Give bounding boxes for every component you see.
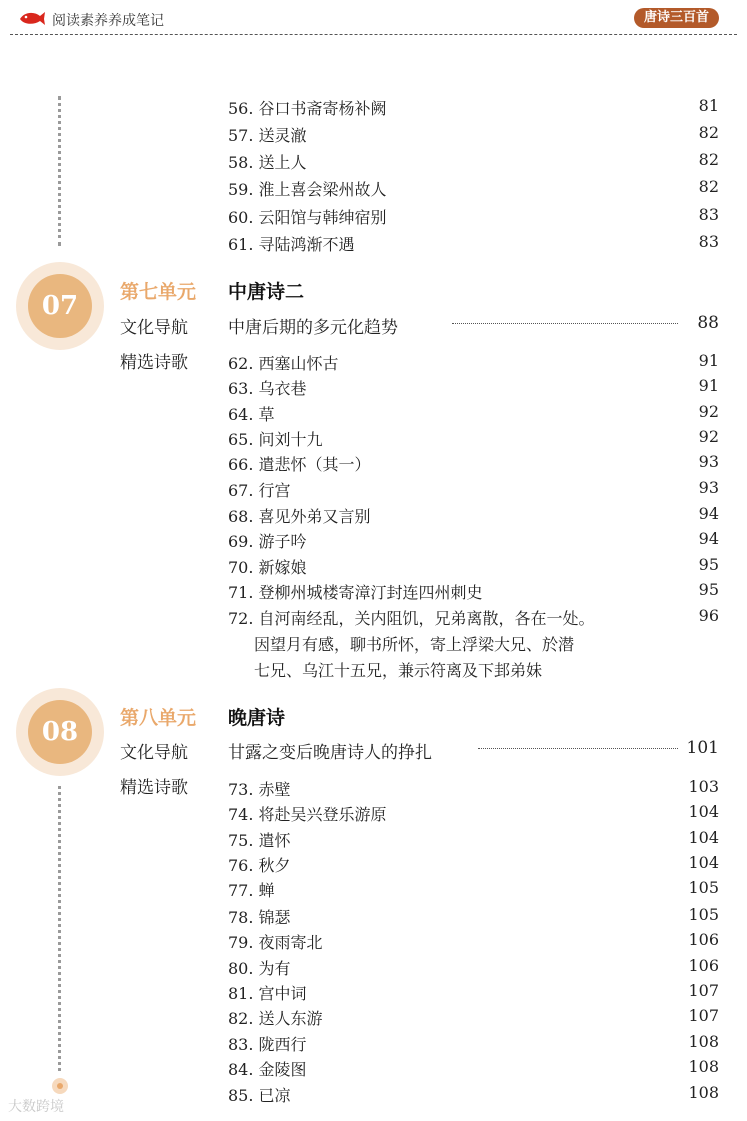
entry-title: 65. 问刘十九 xyxy=(228,430,323,449)
entry-title-continuation: 因望月有感，聊书所怀，寄上浮梁大兄、於潜 xyxy=(254,635,575,654)
leader-dots xyxy=(452,323,678,324)
entry-page: 92 xyxy=(698,427,719,446)
entry-page: 83 xyxy=(698,205,719,224)
nav-label: 文化导航 xyxy=(120,743,188,763)
entry-title: 61. 寻陆鸿渐不遇 xyxy=(228,235,355,254)
entry-page: 106 xyxy=(688,956,719,975)
entry-page: 83 xyxy=(698,232,719,251)
header-divider xyxy=(10,34,737,35)
entry-page: 105 xyxy=(688,878,719,897)
list-item[interactable] xyxy=(228,853,719,879)
list-item[interactable] xyxy=(228,96,719,122)
nav-entry-page: 101 xyxy=(686,738,719,758)
nav-label: 文化导航 xyxy=(120,318,188,338)
header-title: 阅读素养养成笔记 xyxy=(52,13,164,29)
entry-title: 70. 新嫁娘 xyxy=(228,558,307,577)
entry-title: 78. 锦瑟 xyxy=(228,908,291,927)
entry-title: 67. 行宫 xyxy=(228,481,291,500)
entry-title: 64. 草 xyxy=(228,405,275,424)
entry-page: 82 xyxy=(698,123,719,142)
entry-title: 57. 送灵澈 xyxy=(228,126,307,145)
entry-title: 74. 将赴吴兴登乐游原 xyxy=(228,805,387,824)
entry-page: 95 xyxy=(698,555,719,574)
list-item[interactable] xyxy=(228,905,719,931)
list-item[interactable] xyxy=(228,555,719,581)
list-item[interactable] xyxy=(228,1032,719,1058)
list-item[interactable] xyxy=(228,777,719,803)
entry-title: 84. 金陵图 xyxy=(228,1060,307,1079)
entry-title: 81. 宫中词 xyxy=(228,984,307,1003)
entry-title: 69. 游子吟 xyxy=(228,532,307,551)
entry-page: 94 xyxy=(698,504,719,523)
list-item[interactable] xyxy=(228,606,719,632)
page-header xyxy=(0,0,747,36)
list-item[interactable] xyxy=(228,956,719,982)
entry-page: 93 xyxy=(698,478,719,497)
list-item[interactable] xyxy=(228,529,719,555)
unit-number-badge xyxy=(16,688,104,776)
list-item[interactable] xyxy=(228,402,719,428)
entry-title: 59. 淮上喜会梁州故人 xyxy=(228,180,387,199)
list-item[interactable] xyxy=(228,150,719,176)
entry-title: 79. 夜雨寄北 xyxy=(228,933,323,952)
nav-entry-title[interactable]: 甘露之变后晚唐诗人的挣扎 xyxy=(228,743,432,763)
entry-page: 92 xyxy=(698,402,719,421)
list-item[interactable] xyxy=(228,177,719,203)
list-item[interactable] xyxy=(228,580,719,606)
entry-title: 83. 陇西行 xyxy=(228,1035,307,1054)
nav-entry-title[interactable]: 中唐后期的多元化趋势 xyxy=(228,318,398,338)
list-item[interactable] xyxy=(228,981,719,1007)
entry-page: 103 xyxy=(688,777,719,796)
entry-page: 106 xyxy=(688,930,719,949)
entry-page: 93 xyxy=(698,452,719,471)
watermark: 大数跨境 xyxy=(8,1099,64,1115)
list-item[interactable] xyxy=(228,1057,719,1083)
list-item[interactable] xyxy=(228,1006,719,1032)
red-fish-icon xyxy=(18,10,46,26)
entry-title: 66. 遣悲怀（其一） xyxy=(228,455,371,474)
list-item[interactable] xyxy=(228,478,719,504)
entry-title: 58. 送上人 xyxy=(228,153,307,172)
entry-page: 108 xyxy=(688,1032,719,1051)
unit-label: 第七单元 xyxy=(120,281,197,303)
unit-number-badge xyxy=(16,262,104,350)
list-item[interactable] xyxy=(228,878,719,904)
list-item[interactable] xyxy=(228,232,719,258)
entry-page: 108 xyxy=(688,1057,719,1076)
entry-title-continuation: 七兄、乌江十五兄，兼示符离及下邽弟妹 xyxy=(254,661,543,680)
timeline-dots-bottom xyxy=(58,786,61,1071)
entry-title: 68. 喜见外弟又言别 xyxy=(228,507,371,526)
entry-page: 108 xyxy=(688,1083,719,1102)
entry-title: 80. 为有 xyxy=(228,959,291,978)
nav-entry-page: 88 xyxy=(697,313,719,333)
entry-title: 75. 遣怀 xyxy=(228,831,291,850)
entry-page: 104 xyxy=(688,828,719,847)
unit-number: 08 xyxy=(28,700,92,764)
entry-title: 71. 登柳州城楼寄漳汀封连四州刺史 xyxy=(228,583,483,602)
entry-page: 96 xyxy=(698,606,719,625)
list-item[interactable] xyxy=(228,802,719,828)
unit-title[interactable]: 晚唐诗 xyxy=(228,707,286,729)
book-title-badge: 唐诗三百首 xyxy=(634,8,719,28)
entry-title: 62. 西塞山怀古 xyxy=(228,354,339,373)
unit-number: 07 xyxy=(28,274,92,338)
entry-page: 107 xyxy=(688,981,719,1000)
entry-title: 72. 自河南经乱，关内阻饥，兄弟离散，各在一处。 xyxy=(228,609,595,628)
list-item[interactable] xyxy=(228,452,719,478)
entry-title: 63. 乌衣巷 xyxy=(228,379,307,398)
entry-title: 76. 秋夕 xyxy=(228,856,291,875)
entry-page: 104 xyxy=(688,802,719,821)
entry-page: 91 xyxy=(698,376,719,395)
list-item[interactable] xyxy=(228,930,719,956)
entry-title: 82. 送人东游 xyxy=(228,1009,323,1028)
entry-page: 105 xyxy=(688,905,719,924)
list-item[interactable] xyxy=(228,504,719,530)
entry-title: 77. 蝉 xyxy=(228,881,275,900)
list-item[interactable] xyxy=(228,351,719,377)
poems-label: 精选诗歌 xyxy=(120,778,188,798)
entry-title: 56. 谷口书斋寄杨补阙 xyxy=(228,99,387,118)
entry-title: 60. 云阳馆与韩绅宿别 xyxy=(228,208,387,227)
list-item[interactable] xyxy=(228,427,719,453)
entry-page: 94 xyxy=(698,529,719,548)
leader-dots xyxy=(478,748,678,749)
poems-label: 精选诗歌 xyxy=(120,353,188,373)
entry-page: 104 xyxy=(688,853,719,872)
list-item[interactable] xyxy=(228,205,719,231)
entry-page: 95 xyxy=(698,580,719,599)
entry-page: 82 xyxy=(698,150,719,169)
list-item[interactable] xyxy=(228,123,719,149)
entry-page: 82 xyxy=(698,177,719,196)
unit-title[interactable]: 中唐诗二 xyxy=(228,281,305,303)
entry-page: 81 xyxy=(698,96,719,115)
list-item[interactable] xyxy=(228,376,719,402)
unit-label: 第八单元 xyxy=(120,707,197,729)
list-item[interactable] xyxy=(228,828,719,854)
entry-page: 91 xyxy=(698,351,719,370)
timeline-end-dot xyxy=(52,1078,68,1094)
entry-title: 73. 赤壁 xyxy=(228,780,291,799)
entry-page: 107 xyxy=(688,1006,719,1025)
timeline-dots-top xyxy=(58,96,61,246)
entry-title: 85. 已凉 xyxy=(228,1086,291,1105)
list-item[interactable] xyxy=(228,1083,719,1109)
